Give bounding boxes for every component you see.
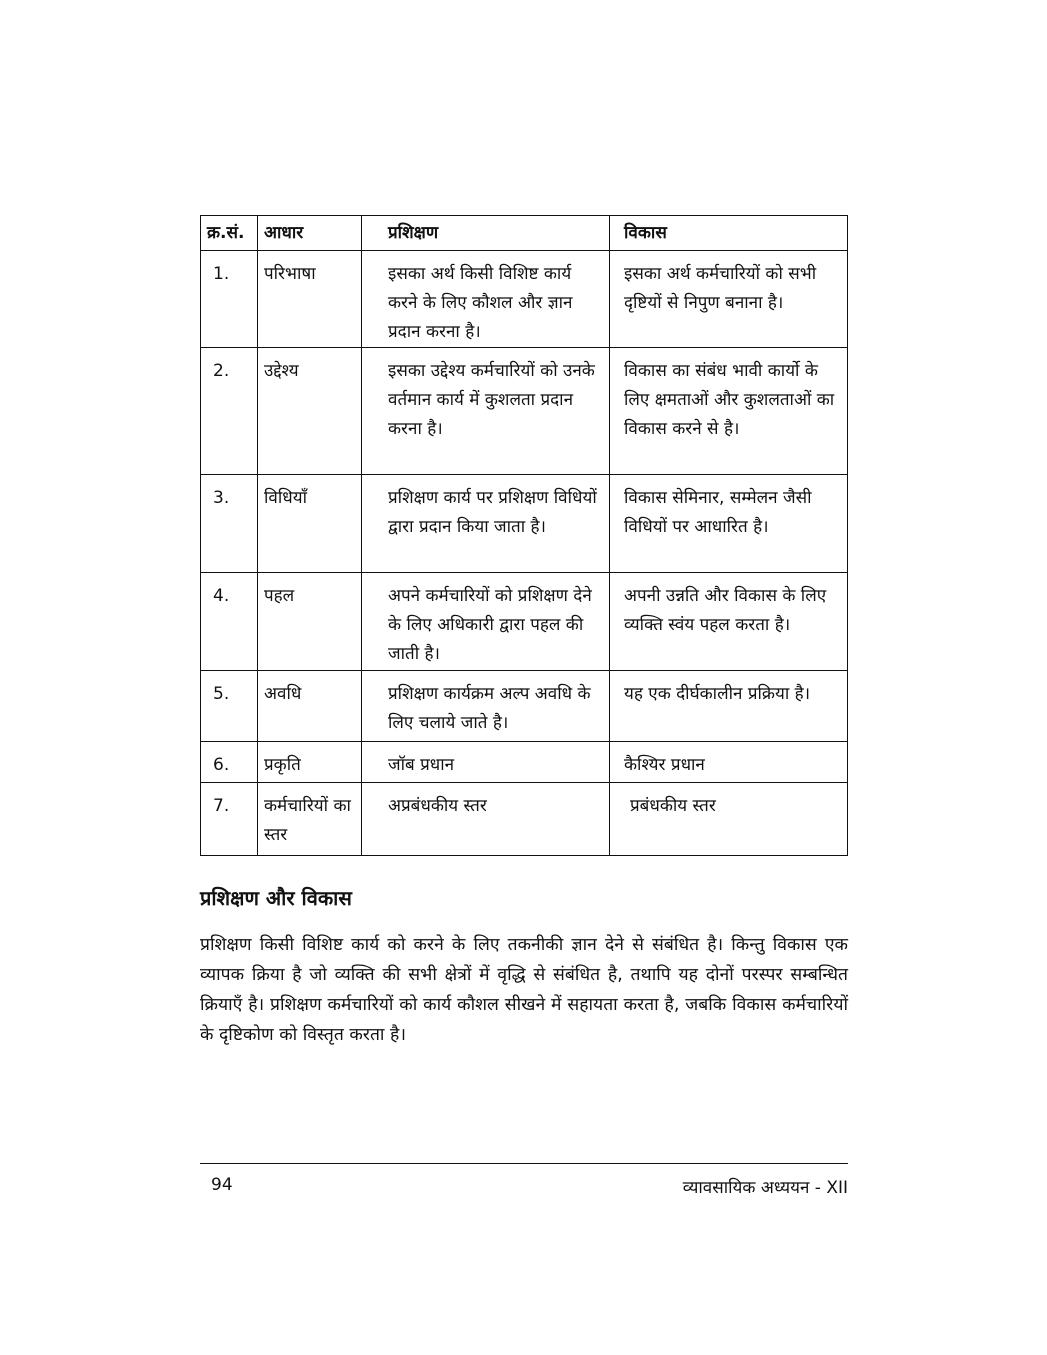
row-number: 7. [201,783,258,856]
row-basis: उद्देश्य [258,348,362,475]
row-development: प्रबंधकीय स्तर [610,783,848,856]
row-basis: प्रकृति [258,742,362,783]
row-number: 6. [201,742,258,783]
row-number: 3. [201,475,258,573]
row-basis: परिभाषा [258,251,362,348]
row-training: प्रशिक्षण कार्य पर प्रशिक्षण विधियों द्वारा प्रदान किया जाता है। [362,475,610,573]
row-basis: पहल [258,573,362,671]
section-paragraph: प्रशिक्षण किसी विशिष्ट कार्य को करने के लिए तकनीकी ज्ञान देने से संबंधित है। किन्तु विकास एक व्यापक क्रिया है जो व्यक्ति की सभी क्षेत्रों में वृद्धि से संबंधित है, तथापि यह दोनों परस्पर सम्बन्धित क्रियाएँ है। प्रशिक्षण कर्मचारियों को कार्य कौशल सीखने में सहायता करता है, जबकि विकास कर्मचारियों के दृष्टिकोण को विस्तृत करता है। [200,935,848,1045]
row-number: 1. [201,251,258,348]
book-title: व्यावसायिक अध्ययन - XII [682,1178,848,1198]
header-basis: आधार [258,216,362,251]
row-number: 2. [201,348,258,475]
table-row [201,742,848,783]
header-training: प्रशिक्षण [362,216,610,251]
row-training: जॉब प्रधान [362,742,610,783]
table-row [201,573,848,671]
table-header-row [201,216,848,251]
row-development: कैश्यिर प्रधान [610,742,848,783]
footer-divider [200,1163,848,1164]
table-row [201,251,848,348]
row-training: अपने कर्मचारियों को प्रशिक्षण देने के लिए अधिकारी द्वारा पहल की जाती है। [362,573,610,671]
header-development: विकास [610,216,848,251]
row-number: 5. [201,671,258,742]
row-number: 4. [201,573,258,671]
table-row [201,475,848,573]
row-development: अपनी उन्नति और विकास के लिए व्यक्ति स्वंय पहल करता है। [610,573,848,671]
section-heading: प्रशिक्षण और विकास [200,886,352,910]
row-training: अप्रबंधकीय स्तर [362,783,610,856]
training-vs-development-table [200,215,848,856]
row-development: विकास सेमिनार, सम्मेलन जैसी विधियों पर आधारित है। [610,475,848,573]
table-row [201,783,848,856]
page-number: 94 [211,1175,233,1195]
row-training: इसका अर्थ किसी विशिष्ट कार्य करने के लिए कौशल और ज्ञान प्रदान करना है। [362,251,610,348]
row-training: इसका उद्देश्य कर्मचारियों को उनके वर्तमान कार्य में कुशलता प्रदान करना है। [362,348,610,475]
row-basis: विधियाँ [258,475,362,573]
row-basis: कर्मचारियों का स्तर [258,783,362,856]
header-serial: क्र.सं. [201,216,258,251]
row-training: प्रशिक्षण कार्यक्रम अल्प अवधि के लिए चलाये जाते है। [362,671,610,742]
row-development: इसका अर्थ कर्मचारियों को सभी दृष्टियों से निपुण बनाना है। [610,251,848,348]
row-basis: अवधि [258,671,362,742]
row-development: विकास का संबंध भावी कार्यो के लिए क्षमताओं और कुशलताओं का विकास करने से है। [610,348,848,475]
table-row [201,671,848,742]
table-row [201,348,848,475]
row-development: यह एक दीर्घकालीन प्रक्रिया है। [610,671,848,742]
